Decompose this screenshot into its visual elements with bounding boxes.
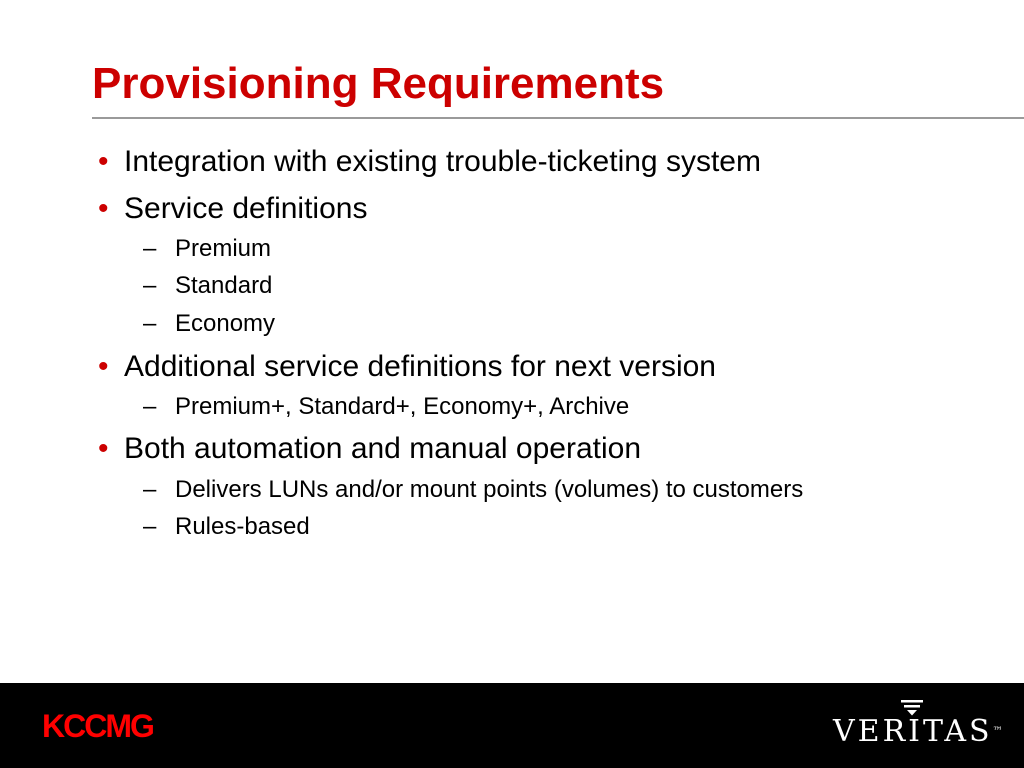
bullet-item xyxy=(98,349,716,385)
sub-bullet-text: Premium xyxy=(175,235,272,262)
bullet-dot: • xyxy=(98,145,109,178)
sub-bullet-dash: – xyxy=(143,476,157,503)
sub-bullet-item xyxy=(143,392,630,422)
sub-bullet-text: Economy xyxy=(175,310,276,337)
bullet-text: Integration with existing trouble-ticketing system xyxy=(124,145,761,178)
sub-bullet-dash: – xyxy=(143,393,157,420)
footer-bar xyxy=(0,683,1024,768)
sub-bullet-item xyxy=(143,512,310,542)
veritas-logo xyxy=(833,715,1003,749)
bullet-item xyxy=(98,144,761,180)
bullet-dot: • xyxy=(98,350,109,383)
slide-title: Provisioning Requirements xyxy=(92,59,665,108)
bullet-dot: • xyxy=(98,192,109,225)
sub-bullet-text: Premium+, Standard+, Economy+, Archive xyxy=(175,393,630,420)
bullet-text: Both automation and manual operation xyxy=(124,432,642,465)
sub-bullet-dash: – xyxy=(143,235,157,262)
kccmg-logo: KCCMG xyxy=(42,708,153,744)
sub-bullet-item xyxy=(143,271,273,301)
sub-bullet-dash: – xyxy=(143,513,157,540)
bullet-dot: • xyxy=(98,432,109,465)
veritas-logo-text: VERITAS xyxy=(833,714,993,749)
sub-bullet-item xyxy=(143,475,804,505)
bullet-item xyxy=(98,431,642,467)
title-divider xyxy=(92,117,1024,119)
sub-bullet-text: Standard xyxy=(175,272,273,299)
sub-bullet-text: Rules-based xyxy=(175,513,310,540)
sub-bullet-dash: – xyxy=(143,272,157,299)
sub-bullet-text: Delivers LUNs and/or mount points (volumes) to customers xyxy=(175,476,804,503)
sub-bullet-item xyxy=(143,234,272,264)
sub-bullet-item xyxy=(143,309,276,339)
bullet-text: Service definitions xyxy=(124,192,368,225)
bullet-item xyxy=(98,191,368,227)
trademark-mark: ™ xyxy=(992,726,1003,737)
bullet-text: Additional service definitions for next version xyxy=(124,350,716,383)
sub-bullet-dash: – xyxy=(143,310,157,337)
